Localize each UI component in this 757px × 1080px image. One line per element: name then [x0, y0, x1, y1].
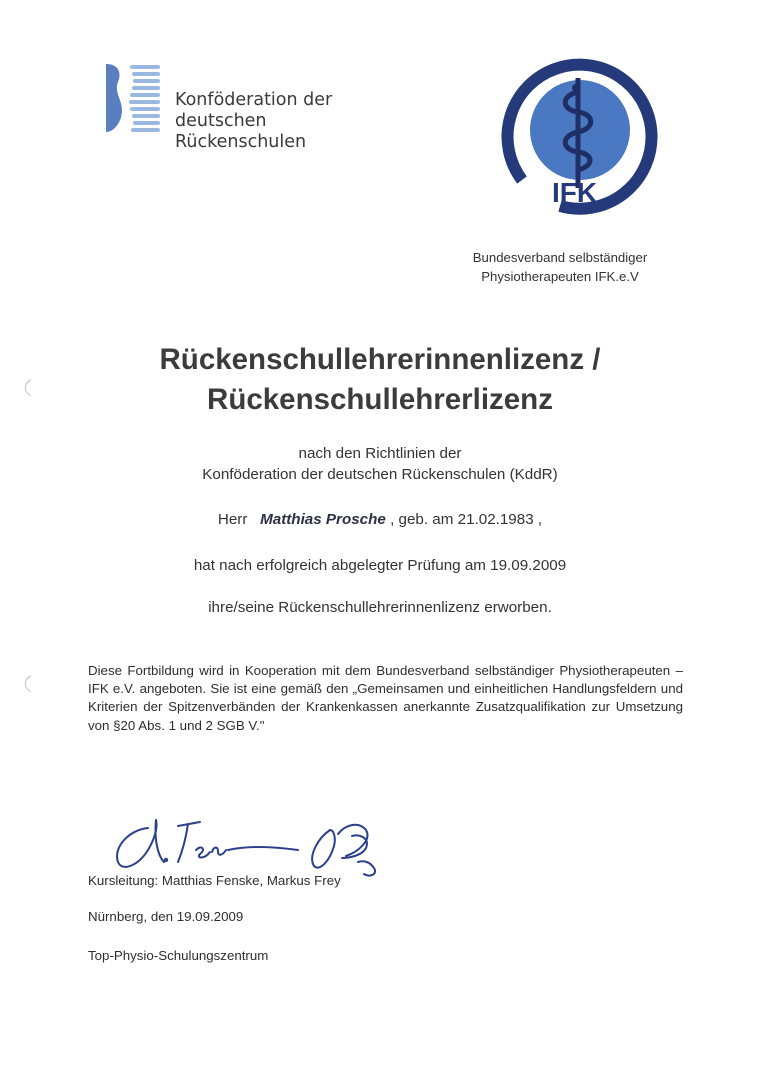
ifk-caption — [440, 248, 680, 286]
birth-date: , geb. am 21.02.1983 , — [390, 511, 543, 528]
punch-hole-mark-icon — [20, 378, 34, 398]
title-line2: Rückenschullehrerlizenz — [207, 383, 553, 416]
ifk-caption-line1: Bundesverband selbständiger — [472, 250, 648, 265]
ifk-logo-text: IFK — [552, 177, 598, 208]
cooperation-paragraph: Diese Fortbildung wird in Kooperation mit dem Bundesverband selbständiger Physiotherapeuten – IFK e.V. angeboten. Sie ist eine gemäß den „Gemeinsamen und einheitlichen Handlungsfeldern und Kriterien der Spitzenverbänden der Krankenkassen anerkannte Zusatzqualifikation zur Umsetzung von §20 Abs. 1 und 2 SGB V." — [88, 663, 683, 733]
certificate-title — [60, 340, 700, 420]
person-line — [60, 510, 700, 530]
course-leader: Kursleitung: Matthias Fenske, Markus Frey — [88, 873, 341, 888]
kddr-logo — [100, 62, 400, 152]
school-name: Top-Physio-Schulungszentrum — [88, 948, 269, 963]
kddr-name — [175, 90, 400, 153]
acquired-text: ihre/seine Rückenschullehrerinnenlizenz erworben. — [208, 599, 552, 616]
signature-image — [108, 800, 398, 880]
kddr-name-line1: Konföderation der — [175, 90, 333, 110]
guideline-text — [60, 443, 700, 485]
kddr-spine-icon — [100, 62, 166, 134]
title-line1: Rückenschullehrerinnenlizenz / — [159, 343, 601, 376]
guideline-line1: nach den Richtlinien der — [298, 445, 462, 462]
ifk-caption-line2: Physiotherapeuten IFK.e.V — [481, 269, 639, 284]
recipient-name: Matthias Prosche — [260, 511, 386, 528]
kddr-name-line2: deutschen Rückenschulen — [175, 111, 307, 152]
guideline-line2: Konföderation der deutschen Rückenschulen (KddR) — [202, 466, 558, 483]
ifk-logo-icon — [500, 48, 660, 218]
salutation: Herr — [217, 511, 248, 528]
exam-text: hat nach erfolgreich abgelegter Prüfung am 19.09.2009 — [193, 557, 567, 574]
punch-hole-mark-icon — [20, 674, 34, 694]
place-date: Nürnberg, den 19.09.2009 — [88, 909, 244, 924]
